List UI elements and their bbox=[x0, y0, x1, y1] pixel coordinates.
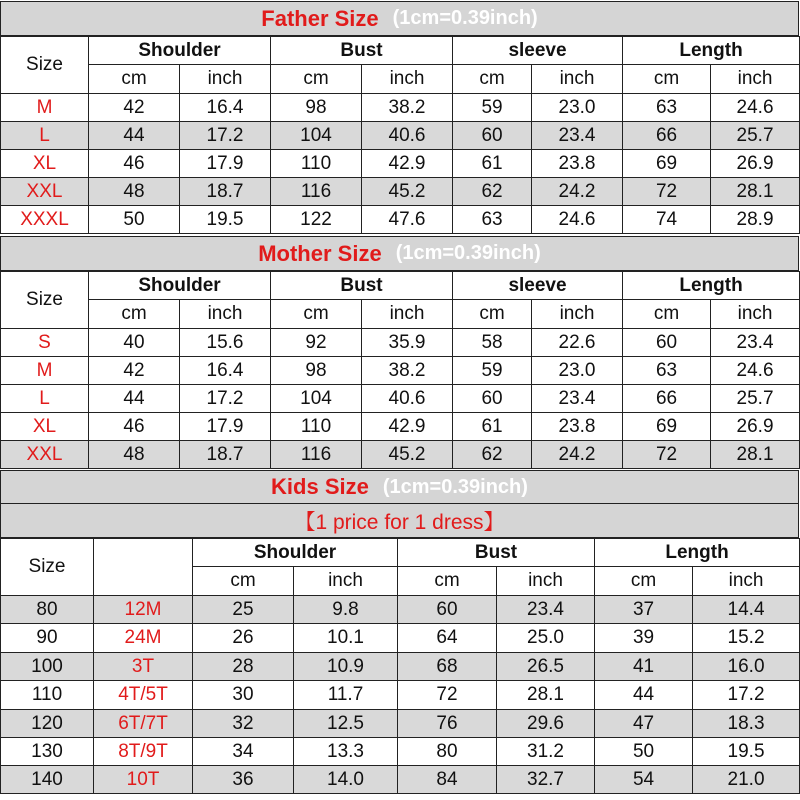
father-size-M: M bbox=[1, 94, 89, 122]
cell: 41 bbox=[595, 653, 693, 681]
cell: 42 bbox=[89, 357, 180, 385]
cell: 16.4 bbox=[180, 94, 271, 122]
father-size-title: Father Size bbox=[261, 5, 379, 31]
mother-group-sleeve: sleeve bbox=[453, 272, 623, 300]
cell: 15.2 bbox=[693, 624, 800, 653]
father-unit: cm bbox=[623, 65, 711, 94]
cell: 18.7 bbox=[180, 178, 271, 206]
kids-size-header: Size bbox=[1, 539, 94, 596]
cell: 26.9 bbox=[711, 150, 800, 178]
cell: 42.9 bbox=[362, 413, 453, 441]
father-unit: inch bbox=[711, 65, 800, 94]
cell: 10.1 bbox=[294, 624, 398, 653]
cell: 62 bbox=[453, 178, 532, 206]
cell: 26.9 bbox=[711, 413, 800, 441]
cell: 15.6 bbox=[180, 329, 271, 357]
cell: 19.5 bbox=[180, 206, 271, 234]
table-row bbox=[1, 413, 800, 441]
cell: 45.2 bbox=[362, 441, 453, 469]
table-row bbox=[1, 681, 800, 710]
cell: 74 bbox=[623, 206, 711, 234]
mother-unit: inch bbox=[180, 300, 271, 329]
cell: 76 bbox=[398, 710, 497, 738]
kids-age: 4T/5T bbox=[94, 681, 193, 710]
father-size-XXL: XXL bbox=[1, 178, 89, 206]
kids-size-cm: 100 bbox=[1, 653, 94, 681]
father-size-XL: XL bbox=[1, 150, 89, 178]
cell: 69 bbox=[623, 413, 711, 441]
cell: 25.7 bbox=[711, 385, 800, 413]
cell: 26 bbox=[193, 624, 294, 653]
cell: 23.4 bbox=[711, 329, 800, 357]
kids-size-note: (1cm=0.39inch) bbox=[382, 475, 528, 498]
cell: 44 bbox=[89, 122, 180, 150]
table-row bbox=[1, 206, 800, 234]
table-row bbox=[1, 710, 800, 738]
cell: 13.3 bbox=[294, 738, 398, 766]
cell: 46 bbox=[89, 413, 180, 441]
kids-age: 12M bbox=[94, 596, 193, 624]
father-unit: cm bbox=[271, 65, 362, 94]
mother-unit: cm bbox=[89, 300, 180, 329]
cell: 37 bbox=[595, 596, 693, 624]
table-row bbox=[1, 596, 800, 624]
kids-unit: inch bbox=[294, 567, 398, 596]
cell: 17.2 bbox=[180, 385, 271, 413]
cell: 66 bbox=[623, 385, 711, 413]
kids-group-bust: Bust bbox=[398, 539, 595, 567]
table-row bbox=[1, 122, 800, 150]
cell: 42 bbox=[89, 94, 180, 122]
cell: 45.2 bbox=[362, 178, 453, 206]
cell: 28.9 bbox=[711, 206, 800, 234]
cell: 25 bbox=[193, 596, 294, 624]
father-group-sleeve: sleeve bbox=[453, 37, 623, 65]
cell: 63 bbox=[623, 357, 711, 385]
cell: 92 bbox=[271, 329, 362, 357]
cell: 19.5 bbox=[693, 738, 800, 766]
cell: 64 bbox=[398, 624, 497, 653]
father-group-bust: Bust bbox=[271, 37, 453, 65]
cell: 17.2 bbox=[693, 681, 800, 710]
kids-age: 8T/9T bbox=[94, 738, 193, 766]
cell: 61 bbox=[453, 413, 532, 441]
cell: 17.2 bbox=[180, 122, 271, 150]
cell: 24.6 bbox=[711, 94, 800, 122]
cell: 22.6 bbox=[532, 329, 623, 357]
kids-price-note-bar bbox=[0, 504, 799, 538]
cell: 40 bbox=[89, 329, 180, 357]
kids-size-cm: 130 bbox=[1, 738, 94, 766]
mother-unit: cm bbox=[623, 300, 711, 329]
cell: 50 bbox=[89, 206, 180, 234]
cell: 28 bbox=[193, 653, 294, 681]
kids-unit: cm bbox=[193, 567, 294, 596]
cell: 24.6 bbox=[711, 357, 800, 385]
kids-size-table bbox=[0, 538, 800, 794]
cell: 59 bbox=[453, 94, 532, 122]
cell: 104 bbox=[271, 385, 362, 413]
father-size-header: Size bbox=[1, 37, 89, 94]
cell: 18.7 bbox=[180, 441, 271, 469]
cell: 23.8 bbox=[532, 150, 623, 178]
cell: 28.1 bbox=[497, 681, 595, 710]
cell: 63 bbox=[453, 206, 532, 234]
cell: 14.4 bbox=[693, 596, 800, 624]
kids-size-cm: 90 bbox=[1, 624, 94, 653]
father-size-L: L bbox=[1, 122, 89, 150]
table-row bbox=[1, 766, 800, 794]
cell: 30 bbox=[193, 681, 294, 710]
cell: 25.0 bbox=[497, 624, 595, 653]
mother-size-title: Mother Size bbox=[258, 240, 382, 266]
cell: 11.7 bbox=[294, 681, 398, 710]
table-row bbox=[1, 624, 800, 653]
mother-group-length: Length bbox=[623, 272, 800, 300]
cell: 18.3 bbox=[693, 710, 800, 738]
cell: 24.6 bbox=[532, 206, 623, 234]
cell: 42.9 bbox=[362, 150, 453, 178]
cell: 34 bbox=[193, 738, 294, 766]
cell: 60 bbox=[453, 385, 532, 413]
cell: 66 bbox=[623, 122, 711, 150]
cell: 47 bbox=[595, 710, 693, 738]
kids-size-cm: 120 bbox=[1, 710, 94, 738]
kids-age: 10T bbox=[94, 766, 193, 794]
cell: 24.2 bbox=[532, 178, 623, 206]
cell: 38.2 bbox=[362, 357, 453, 385]
cell: 23.4 bbox=[532, 385, 623, 413]
table-row bbox=[1, 178, 800, 206]
table-row bbox=[1, 150, 800, 178]
kids-age: 3T bbox=[94, 653, 193, 681]
father-group-length: Length bbox=[623, 37, 800, 65]
cell: 26.5 bbox=[497, 653, 595, 681]
mother-size-XXL: XXL bbox=[1, 441, 89, 469]
father-size-title-bar bbox=[0, 1, 799, 36]
cell: 24.2 bbox=[532, 441, 623, 469]
mother-size-note: (1cm=0.39inch) bbox=[395, 242, 541, 264]
cell: 40.6 bbox=[362, 122, 453, 150]
cell: 63 bbox=[623, 94, 711, 122]
cell: 44 bbox=[89, 385, 180, 413]
cell: 61 bbox=[453, 150, 532, 178]
mother-size-table bbox=[0, 271, 800, 469]
father-size-note: (1cm=0.39inch) bbox=[392, 7, 538, 29]
mother-size-header: Size bbox=[1, 272, 89, 329]
table-row bbox=[1, 653, 800, 681]
kids-size-title: Kids Size bbox=[271, 474, 369, 499]
cell: 23.0 bbox=[532, 357, 623, 385]
table-row bbox=[1, 329, 800, 357]
father-size-XXXL: XXXL bbox=[1, 206, 89, 234]
cell: 62 bbox=[453, 441, 532, 469]
kids-unit: inch bbox=[693, 567, 800, 596]
father-unit: inch bbox=[362, 65, 453, 94]
cell: 68 bbox=[398, 653, 497, 681]
cell: 59 bbox=[453, 357, 532, 385]
cell: 32 bbox=[193, 710, 294, 738]
father-group-shoulder: Shoulder bbox=[89, 37, 271, 65]
cell: 31.2 bbox=[497, 738, 595, 766]
cell: 46 bbox=[89, 150, 180, 178]
father-unit: cm bbox=[453, 65, 532, 94]
cell: 29.6 bbox=[497, 710, 595, 738]
mother-unit: inch bbox=[532, 300, 623, 329]
cell: 38.2 bbox=[362, 94, 453, 122]
cell: 12.5 bbox=[294, 710, 398, 738]
kids-unit: inch bbox=[497, 567, 595, 596]
cell: 32.7 bbox=[497, 766, 595, 794]
cell: 16.0 bbox=[693, 653, 800, 681]
cell: 44 bbox=[595, 681, 693, 710]
cell: 17.9 bbox=[180, 150, 271, 178]
mother-unit: inch bbox=[362, 300, 453, 329]
cell: 10.9 bbox=[294, 653, 398, 681]
cell: 98 bbox=[271, 357, 362, 385]
cell: 17.9 bbox=[180, 413, 271, 441]
cell: 54 bbox=[595, 766, 693, 794]
cell: 23.8 bbox=[532, 413, 623, 441]
cell: 116 bbox=[271, 178, 362, 206]
kids-size-title-bar bbox=[0, 470, 799, 504]
mother-unit: inch bbox=[711, 300, 800, 329]
cell: 28.1 bbox=[711, 178, 800, 206]
mother-group-bust: Bust bbox=[271, 272, 453, 300]
cell: 84 bbox=[398, 766, 497, 794]
kids-size-table-wrap bbox=[0, 538, 800, 794]
mother-size-S: S bbox=[1, 329, 89, 357]
cell: 40.6 bbox=[362, 385, 453, 413]
cell: 58 bbox=[453, 329, 532, 357]
mother-size-M: M bbox=[1, 357, 89, 385]
mother-size-L: L bbox=[1, 385, 89, 413]
father-unit: cm bbox=[89, 65, 180, 94]
mother-unit: cm bbox=[271, 300, 362, 329]
cell: 36 bbox=[193, 766, 294, 794]
cell: 14.0 bbox=[294, 766, 398, 794]
mother-size-XL: XL bbox=[1, 413, 89, 441]
cell: 110 bbox=[271, 150, 362, 178]
kids-size-cm: 140 bbox=[1, 766, 94, 794]
cell: 72 bbox=[398, 681, 497, 710]
cell: 104 bbox=[271, 122, 362, 150]
cell: 39 bbox=[595, 624, 693, 653]
father-unit: inch bbox=[532, 65, 623, 94]
cell: 35.9 bbox=[362, 329, 453, 357]
cell: 110 bbox=[271, 413, 362, 441]
kids-group-shoulder: Shoulder bbox=[193, 539, 398, 567]
cell: 47.6 bbox=[362, 206, 453, 234]
table-row bbox=[1, 441, 800, 469]
cell: 9.8 bbox=[294, 596, 398, 624]
cell: 16.4 bbox=[180, 357, 271, 385]
cell: 50 bbox=[595, 738, 693, 766]
father-size-table-wrap bbox=[0, 36, 800, 234]
kids-size-cm: 110 bbox=[1, 681, 94, 710]
cell: 72 bbox=[623, 441, 711, 469]
cell: 98 bbox=[271, 94, 362, 122]
cell: 48 bbox=[89, 441, 180, 469]
mother-size-table-wrap bbox=[0, 271, 800, 469]
kids-age: 6T/7T bbox=[94, 710, 193, 738]
cell: 60 bbox=[623, 329, 711, 357]
kids-size-cm: 80 bbox=[1, 596, 94, 624]
father-size-table bbox=[0, 36, 800, 234]
cell: 69 bbox=[623, 150, 711, 178]
kids-age: 24M bbox=[94, 624, 193, 653]
cell: 122 bbox=[271, 206, 362, 234]
table-row bbox=[1, 357, 800, 385]
kids-unit: cm bbox=[398, 567, 497, 596]
cell: 21.0 bbox=[693, 766, 800, 794]
mother-unit: cm bbox=[453, 300, 532, 329]
table-row bbox=[1, 738, 800, 766]
cell: 23.4 bbox=[532, 122, 623, 150]
table-row bbox=[1, 385, 800, 413]
cell: 28.1 bbox=[711, 441, 800, 469]
mother-size-title-bar bbox=[0, 236, 799, 271]
cell: 48 bbox=[89, 178, 180, 206]
mother-group-shoulder: Shoulder bbox=[89, 272, 271, 300]
cell: 72 bbox=[623, 178, 711, 206]
kids-age-header bbox=[94, 539, 193, 596]
kids-group-length: Length bbox=[595, 539, 800, 567]
cell: 60 bbox=[398, 596, 497, 624]
kids-price-note: 【1 price for 1 dress】 bbox=[294, 510, 505, 534]
cell: 80 bbox=[398, 738, 497, 766]
cell: 25.7 bbox=[711, 122, 800, 150]
father-unit: inch bbox=[180, 65, 271, 94]
table-row bbox=[1, 94, 800, 122]
cell: 116 bbox=[271, 441, 362, 469]
kids-unit: cm bbox=[595, 567, 693, 596]
cell: 23.0 bbox=[532, 94, 623, 122]
cell: 23.4 bbox=[497, 596, 595, 624]
cell: 60 bbox=[453, 122, 532, 150]
